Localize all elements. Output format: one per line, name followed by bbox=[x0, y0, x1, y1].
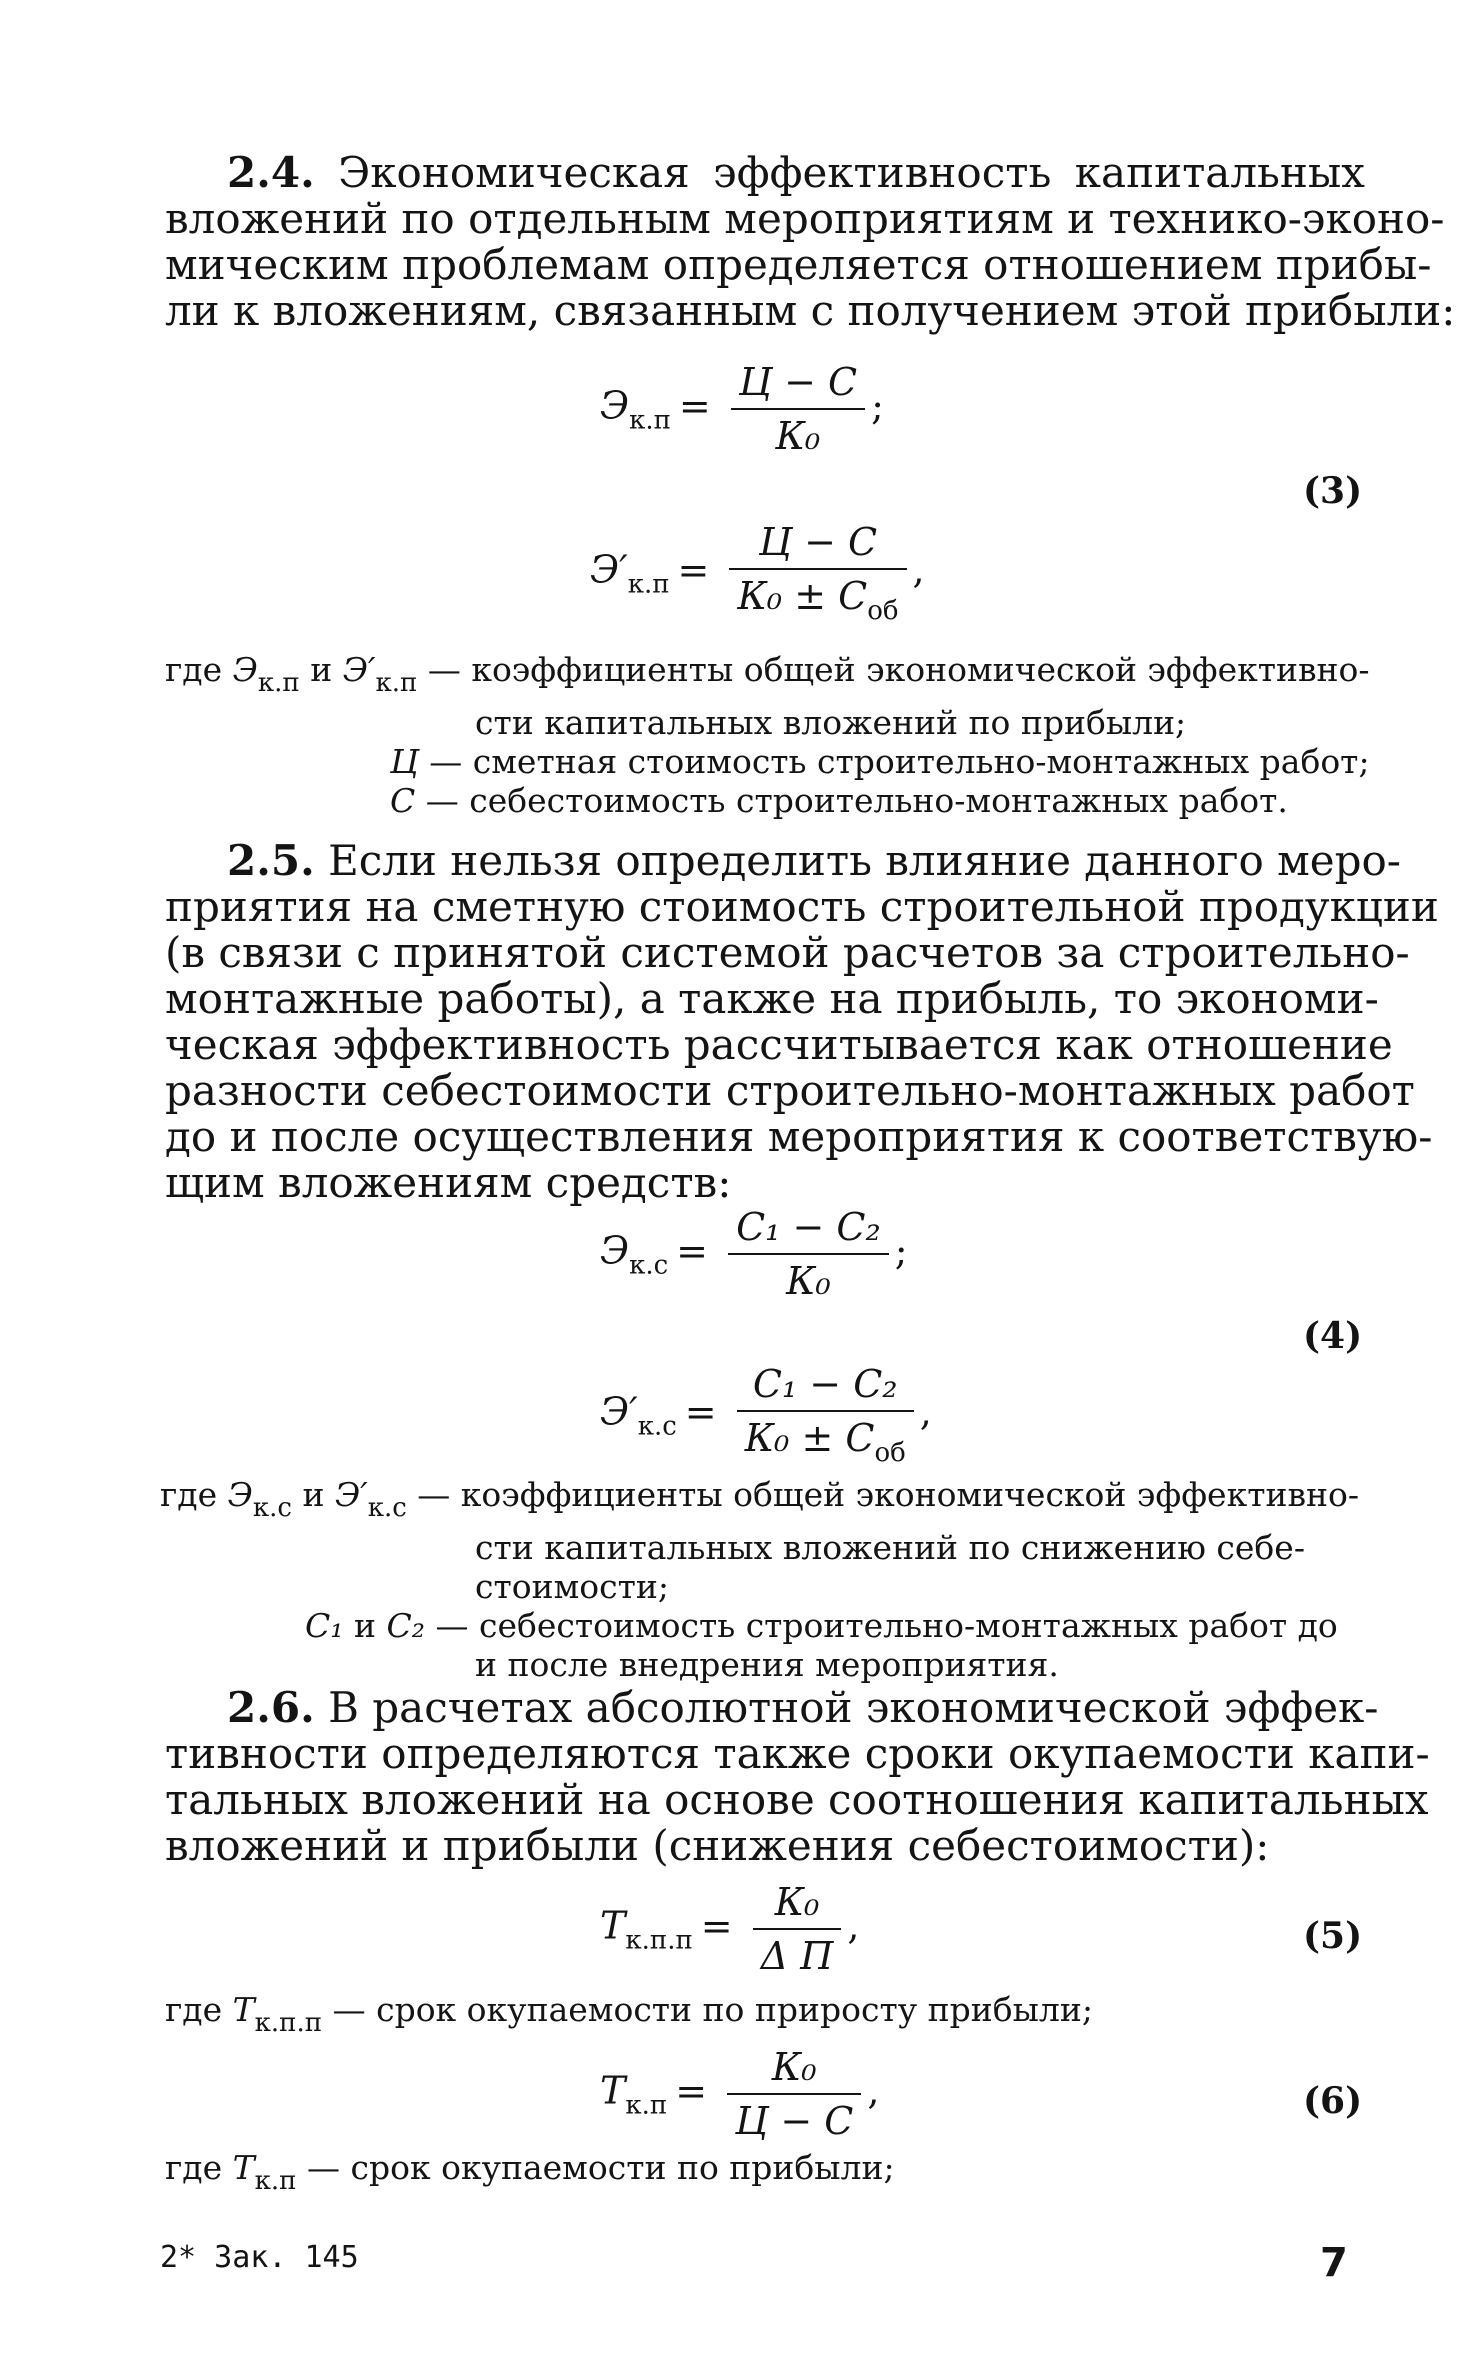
formula-4a: $Э_{к.с}$ = $\frac{\text{С₁ − С₂}}{\text{К₀}}$ ; bbox=[600, 1205, 908, 1303]
paragraph-line: ческая эффективность рассчитывается как отношение bbox=[165, 1020, 1393, 1069]
fraction: $\frac{Ц - С}{\text{К₀}}$ bbox=[731, 360, 865, 458]
definition-4: где $Э_{к.с}$ и $Э'_{к.с}$ — коэффициенты общей экономической эффективно- сти капитальных вложений по снижению себе- стоимости; С₁ и С₂ — себестоимость строительно-монтажных работ до и после внедрения мероприятия. bbox=[160, 1475, 1360, 1684]
section-number: 2.5. bbox=[227, 836, 315, 885]
definition-5: где $Т_{к.п.п}$ — срок окупаемости по приросту прибыли; bbox=[165, 1990, 1093, 2038]
paragraph-line: щим вложениям средств: bbox=[165, 1158, 732, 1207]
section-2-6 bbox=[165, 1683, 1430, 1870]
formula-6: $Т_{к.п}$ = $\frac{\text{К₀}}{Ц - С}$ , bbox=[600, 2045, 880, 2143]
paragraph-line: 2.4. Экономическая эффективность капитальных bbox=[227, 148, 1365, 197]
fraction: $\frac{\text{К₀}}{\text{Δ П}}$ bbox=[753, 1880, 842, 1978]
equation-number: (5) bbox=[1303, 1915, 1363, 1957]
paragraph-line: 2.5. Если нельзя определить влияние данного меро- bbox=[227, 836, 1401, 885]
definition-6: где $Т_{к.п}$ — срок окупаемости по прибыли; bbox=[165, 2148, 895, 2196]
section-number: 2.4. bbox=[227, 148, 315, 197]
fraction: $\frac{\text{К₀}}{Ц - С}$ bbox=[727, 2045, 861, 2143]
print-signature: 2* Зак. 145 bbox=[160, 2240, 359, 2275]
fraction: $\frac{\text{С₁ − С₂}}{\text{К₀}}$ bbox=[728, 1205, 889, 1303]
paragraph-line: приятия на сметную стоимость строительной продукции bbox=[165, 882, 1439, 931]
page-number: 7 bbox=[1320, 2240, 1348, 2286]
paragraph-line: разности себестоимости строительно-монтажных работ bbox=[165, 1066, 1415, 1115]
formula-5: $Т_{к.п.п}$ = $\frac{\text{К₀}}{\text{Δ П}}$ , bbox=[600, 1880, 860, 1978]
paragraph-line: тивности определяются также сроки окупаемости капи- bbox=[165, 1729, 1430, 1778]
formula-3a: $Э_{к.п}$ = $\frac{Ц - С}{\text{К₀}}$ ; bbox=[600, 360, 884, 458]
paragraph-line: вложений по отдельным мероприятиям и технико-эконо- bbox=[165, 194, 1445, 243]
section-2-5 bbox=[165, 836, 1439, 1207]
section-2-4 bbox=[165, 148, 1456, 335]
fraction: $\frac{\text{С₁ − С₂}}{К_0 \pm С_{об}}$ bbox=[737, 1362, 914, 1468]
paragraph-line: (в связи с принятой системой расчетов за строительно- bbox=[165, 928, 1410, 977]
definition-3: где $Э_{к.п}$ и $Э'_{к.п}$ — коэффициенты общей экономической эффективно- сти капитальных вложений по прибыли; Ц — сметная стоимость строительно-монтажных работ; С — себестоимость строительно-монтажных работ. bbox=[165, 650, 1370, 820]
paragraph-line: до и после осуществления мероприятия к соответствую- bbox=[165, 1112, 1433, 1161]
paragraph-line: 2.6. В расчетах абсолютной экономической эффек- bbox=[227, 1683, 1379, 1732]
equation-number: (4) bbox=[1303, 1315, 1363, 1357]
paragraph-line: вложений и прибыли (снижения себестоимости): bbox=[165, 1821, 1270, 1870]
paragraph-line: мическим проблемам определяется отношением прибы- bbox=[165, 240, 1432, 289]
formula-4b: $Э'_{к.с}$ = $\frac{\text{С₁ − С₂}}{К_0 \pm С_{об}}$ , bbox=[600, 1362, 932, 1468]
paragraph-line: тальных вложений на основе соотношения капитальных bbox=[165, 1775, 1429, 1824]
equation-number: (3) bbox=[1303, 470, 1363, 512]
fraction: $\frac{Ц - С}{К_0 \pm С_{об}}$ bbox=[729, 520, 906, 626]
paragraph-line: ли к вложениям, связанным с получением этой прибыли: bbox=[165, 286, 1456, 335]
section-number: 2.6. bbox=[227, 1683, 315, 1732]
paragraph-line: монтажные работы), а также на прибыль, то экономи- bbox=[165, 974, 1379, 1023]
equation-number: (6) bbox=[1303, 2080, 1363, 2122]
formula-3b: $Э'_{к.п}$ = $\frac{Ц - С}{К_0 \pm С_{об}}$ , bbox=[590, 520, 925, 626]
